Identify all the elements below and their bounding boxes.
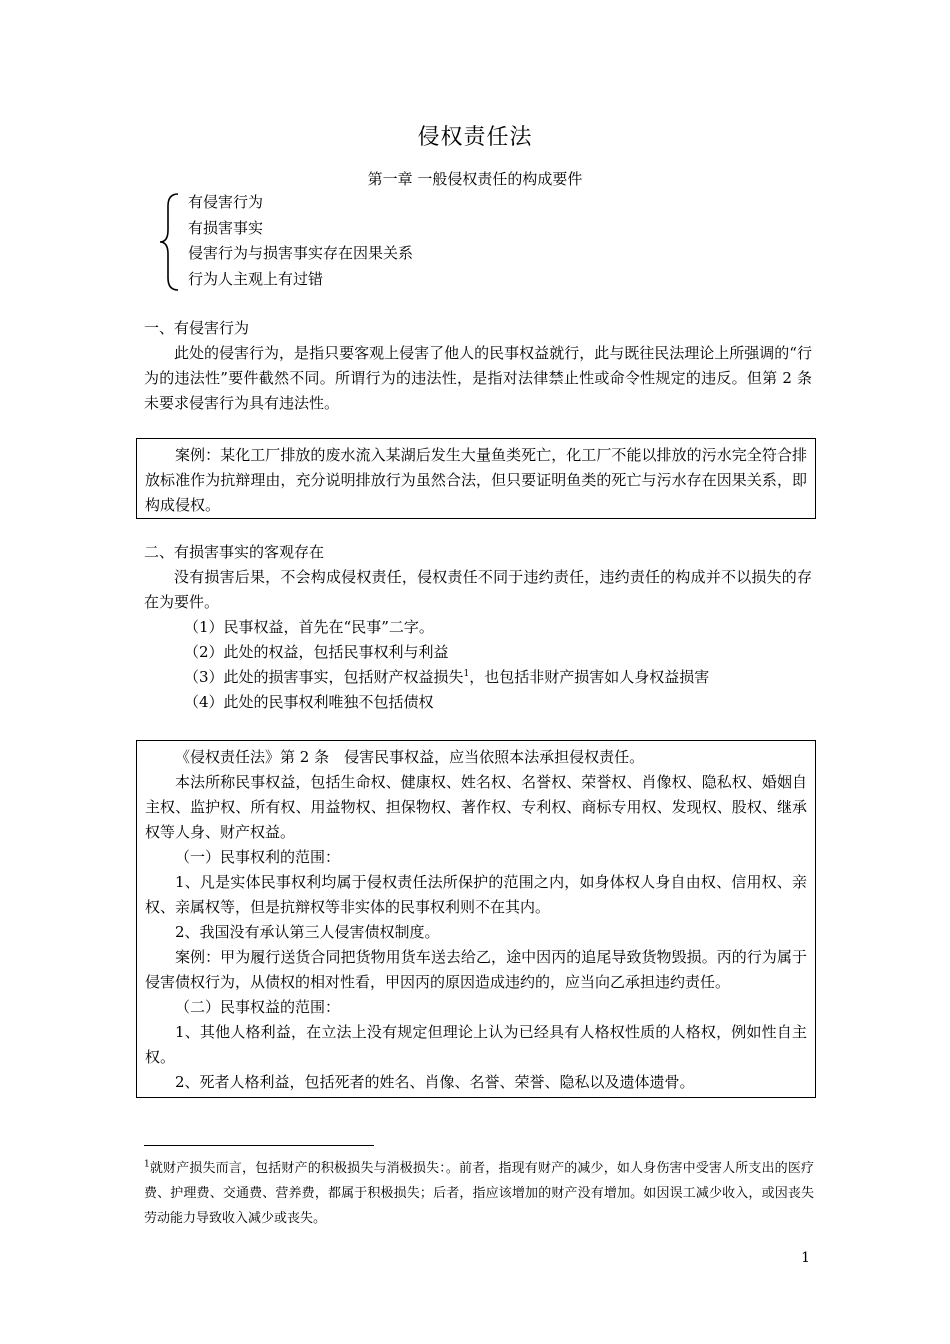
law-paragraph: 2、死者人格利益，包括死者的姓名、肖像、名誉、荣誉、隐私以及遗体遗骨。 [175, 1073, 695, 1091]
case-1-text: 案例：某化工厂排放的废水流入某湖后发生大量鱼类死亡，化工厂不能以排放的污水完全符合排放标准作为抗辩理由，充分说明排放行为虽然合法，但只要证明鱼类的死亡与污水存在因果关系，即构成侵权。 [145, 446, 807, 514]
page-title: 侵权责任法 [417, 125, 533, 150]
footnote-text: 就财产损失而言，包括财产的积极损失与消极损失：。前者，指现有财产的减少，如人身伤害中受害人所支出的医疗费、护理费、交通费、营养费，都属于积极损失；后者，指应该增加的财产没有增加。如因误工减少收入，或因丧失劳动能力导致收入减少或丧失。 [144, 1161, 814, 1226]
list-item: （4）此处的民事权利唯独不包括债权 [184, 693, 434, 711]
law-box [136, 740, 816, 1098]
section-1 [144, 316, 812, 416]
section-1-paragraph: 此处的侵害行为，是指只要客观上侵害了他人的民事权益就行，此与既往民法理论上所强调的“行为的违法性”要件截然不同。所谓行为的违法性，是指对法律禁止性或命令性规定的违反。但第 2 条未要求侵害行为具有违法性。 [144, 344, 812, 412]
elements-brace-group [158, 190, 478, 294]
section-1-heading: 一、有侵害行为 [144, 319, 250, 337]
element-item: 行为人主观上有过错 [188, 269, 324, 288]
law-subheading: （一）民事权利的范围： [175, 848, 341, 866]
list-item: （2）此处的权益，包括民事权利与利益 [184, 643, 449, 661]
section-2-heading: 二、有损害事实的客观存在 [144, 543, 325, 561]
footnote-ref[interactable]: 1 [463, 669, 470, 679]
page-number: 1 [801, 1250, 810, 1266]
chapter-title: 第一章 一般侵权责任的构成要件 [367, 170, 583, 188]
left-brace-icon [158, 190, 182, 294]
list-item-with-footnote [144, 665, 812, 690]
footnote-divider [144, 1145, 374, 1146]
list-item: （1）民事权益，首先在“民事”二字。 [184, 618, 434, 636]
footnote [144, 1156, 814, 1231]
element-item: 有侵害行为 [188, 193, 264, 211]
law-paragraph: 2、我国没有承认第三人侵害债权制度。 [175, 923, 440, 941]
case-box-1 [136, 438, 816, 519]
law-case: 案例：甲为履行送货合同把货物用货车送去给乙，途中因丙的追尾导致货物毁损。丙的行为属于侵害债权行为，从债权的相对性看，甲因丙的原因造成违约的，应当向乙承担违约责任。 [145, 948, 807, 991]
law-article-2: 《侵权责任法》第 2 条 侵害民事权益，应当依照本法承担侵权责任。 [175, 748, 645, 766]
section-2 [144, 540, 812, 715]
element-item: 有损害事实 [188, 218, 264, 237]
section-2-paragraph: 没有损害后果，不会构成侵权责任，侵权责任不同于违约责任，违约责任的构成并不以损失的存在为要件。 [144, 568, 812, 611]
law-paragraph: 1、其他人格利益，在立法上没有规定但理论上认为已经具有人格权性质的人格权，例如性自主权。 [145, 1023, 807, 1066]
element-item: 侵害行为与损害事实存在因果关系 [188, 244, 414, 262]
law-paragraph: 1、凡是实体民事权利均属于侵权责任法所保护的范围之内，如身体权人身自由权、信用权、亲权、亲属权等，但是抗辩权等非实体的民事权利则不在其内。 [145, 873, 807, 916]
law-paragraph: 本法所称民事权益，包括生命权、健康权、姓名权、名誉权、荣誉权、肖像权、隐私权、婚姻自主权、监护权、所有权、用益物权、担保物权、著作权、专利权、商标专用权、发现权、股权、继承权等人身、财产权益。 [145, 773, 807, 841]
list-item-text: （3）此处的损害事实，包括财产权益损失 [184, 668, 464, 686]
law-subheading: （二）民事权益的范围： [175, 998, 341, 1016]
list-item-tail: ，也包括非财产损害如人身权益损害 [469, 668, 710, 686]
footnote-marker: 1 [144, 1159, 150, 1170]
